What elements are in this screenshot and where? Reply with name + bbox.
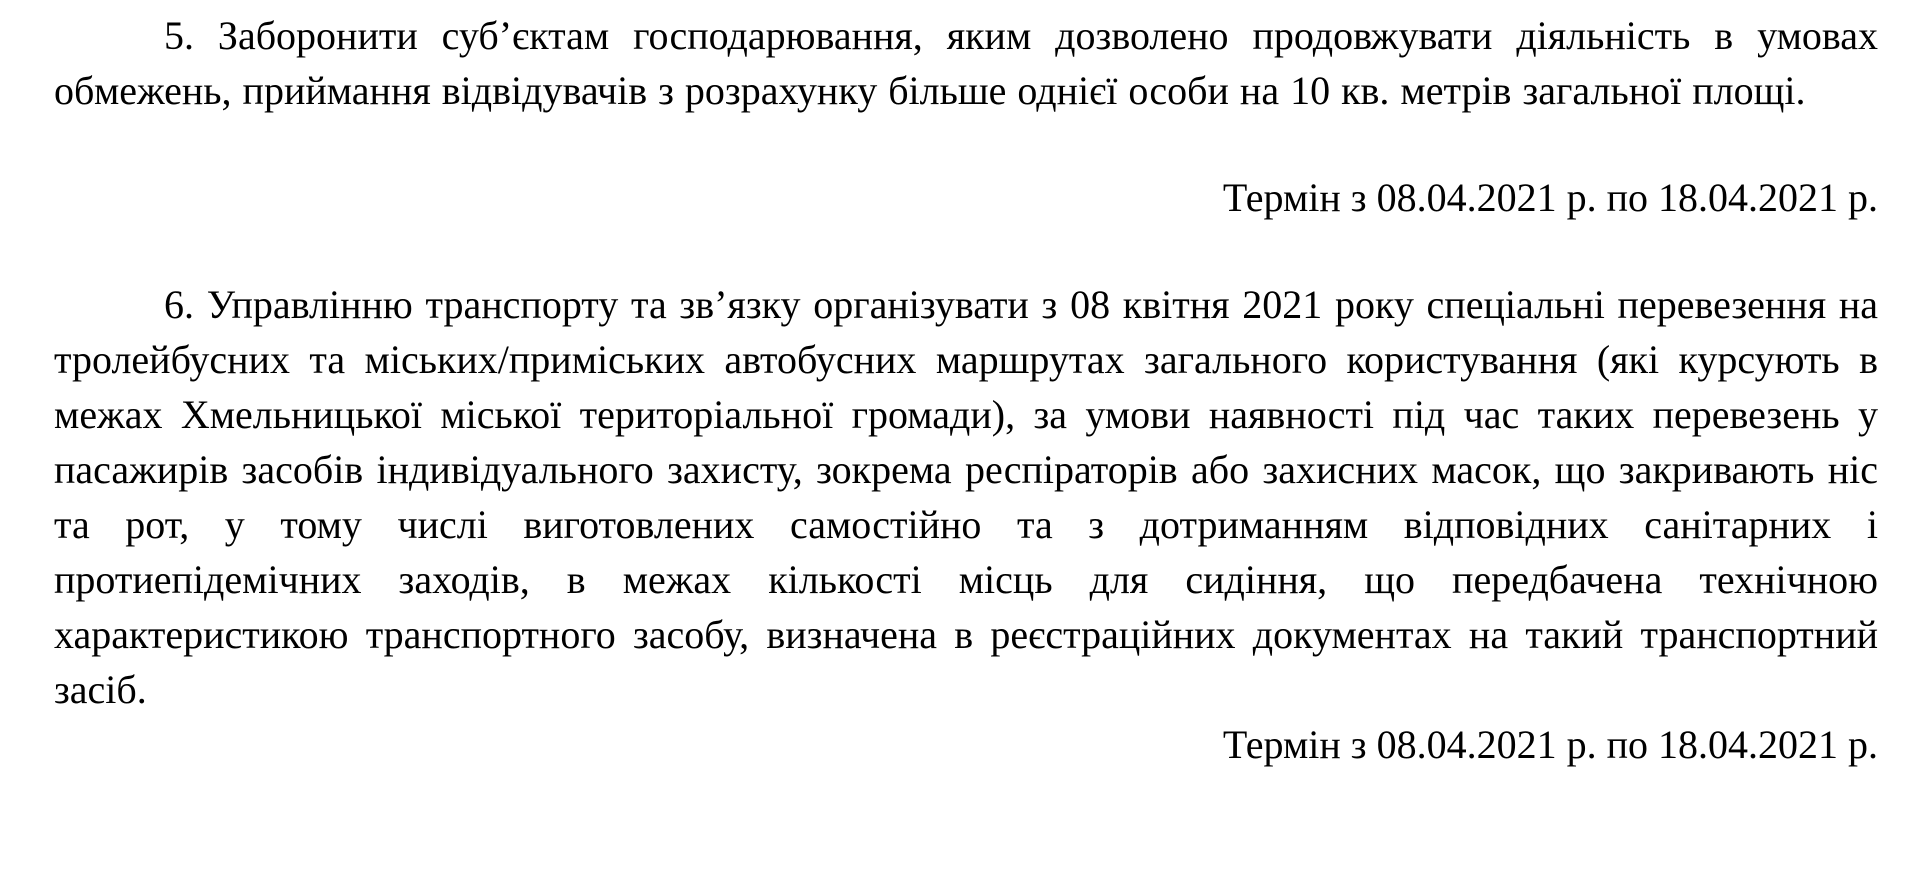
document-page: [54, 8, 1878, 772]
term-item-6: Термін з 08.04.2021 р. по 18.04.2021 р.: [1222, 722, 1878, 767]
paragraph-item-5: 5. Заборонити суб’єктам господарювання, яким дозволено продовжувати діяльність в умовах обмежень, приймання відвідувачів з розрахунку більше однієї особи на 10 кв. метрів загальної площі.: [54, 13, 1878, 113]
term-item-5: Термін з 08.04.2021 р. по 18.04.2021 р.: [1222, 175, 1878, 220]
paragraph-item-6: 6. Управлінню транспорту та зв’язку організувати з 08 квітня 2021 року спеціальні перевезення на тролейбусних та міських/приміських автобусних маршрутах загального користування (які курсують в межах Хмельницької міської територіальної громади), за умови наявності під час таких перевезень у пасажирів засобів індивідуального захисту, зокрема респіраторів або захисних масок, що закривають ніс та рот, у тому числі виготовлених самостійно та з дотриманням відповідних санітарних і протиепідемічних заходів, в межах кількості місць для сидіння, що передбачена технічною характеристикою транспортного засобу, визначена в реєстраційних документах на такий транспортний засіб.: [54, 282, 1878, 712]
